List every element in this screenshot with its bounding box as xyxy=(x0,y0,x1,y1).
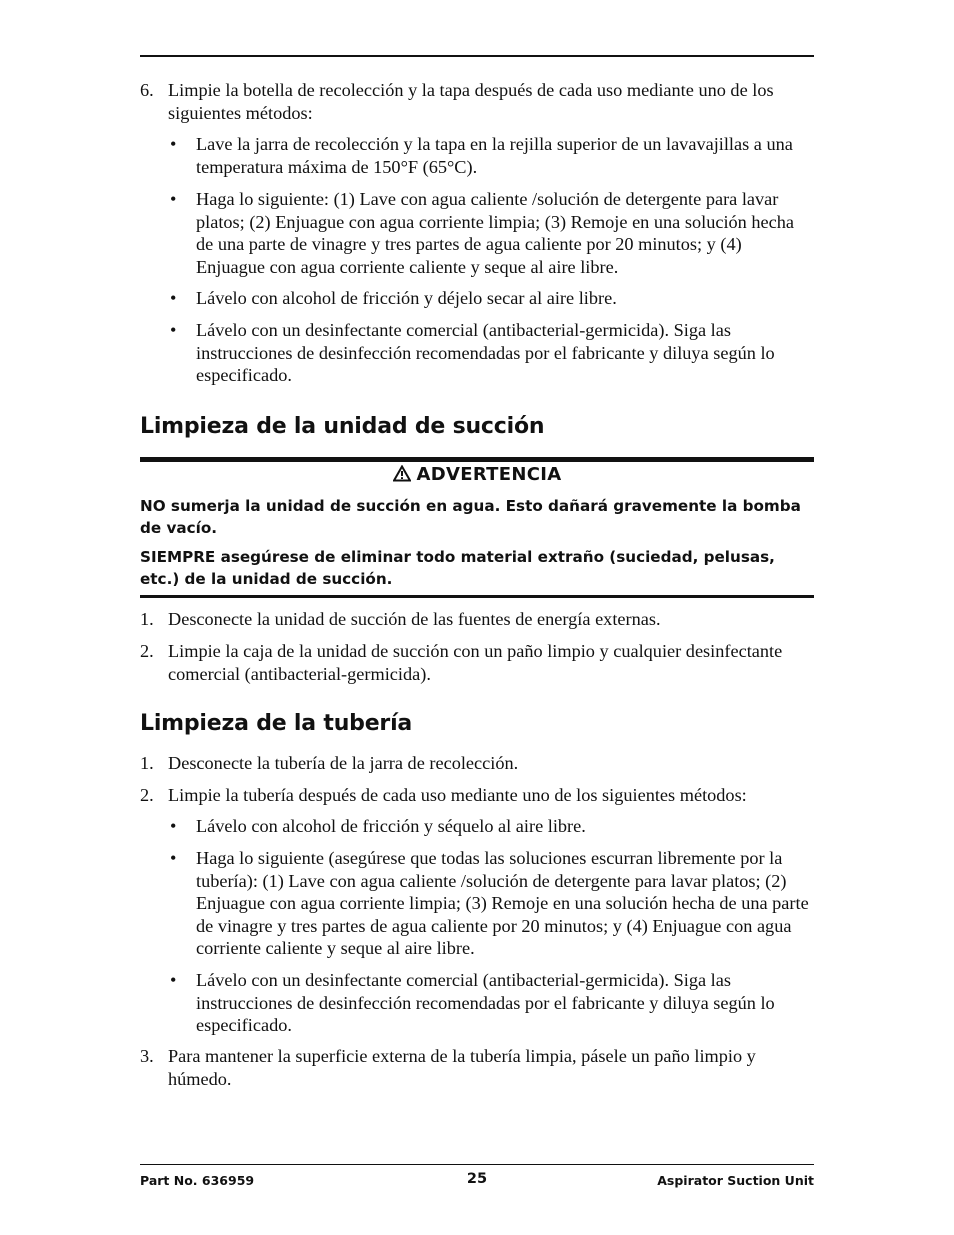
bullet-glyph: • xyxy=(170,288,177,308)
warning-bottom-bar xyxy=(140,595,814,598)
bullet-text: Haga lo siguiente: (1) Lave con agua caliente /solución de detergente para lavar platos; (2) Enjuague con agua corriente limpia; (3) Remoje en una solución hecha de una parte de vinagre y tres partes de agua caliente por 20 minutos; y (4) Enjuague con agua corriente caliente y seque al aire libre. xyxy=(196,189,794,277)
list-text: Limpie la tubería después de cada uso mediante uno de los siguientes métodos: xyxy=(168,785,747,805)
list-text: Limpie la caja de la unidad de succión con un paño limpio y cualquier desinfectante comercial (antibacterial-germicida). xyxy=(168,641,783,684)
warning-line-2: SIEMPRE asegúrese de eliminar todo material extraño (suciedad, pelusas, etc.) de la unidad de succión. xyxy=(140,548,775,588)
bullet-glyph: • xyxy=(170,848,177,868)
bullet-glyph: • xyxy=(170,134,177,154)
footer-part-number: Part No. 636959 xyxy=(140,1173,255,1188)
list-number: 2. xyxy=(140,641,154,661)
warning-line-1: NO sumerja la unidad de succión en agua. Esto dañará gravemente la bomba de vacío. xyxy=(140,497,801,537)
list-text: Para mantener la superficie externa de la tubería limpia, pásele un paño limpio y húmedo. xyxy=(168,1046,756,1089)
warning-triangle-icon xyxy=(393,465,411,488)
list-number: 6. xyxy=(140,80,154,100)
bullet-glyph: • xyxy=(170,320,177,340)
section-heading-suction-unit: Limpieza de la unidad de succión xyxy=(140,414,545,439)
warning-top-bar xyxy=(140,457,814,462)
bullet-text: Lávelo con un desinfectante comercial (antibacterial-germicida). Siga las instrucciones de desinfección recomendadas por el fabricante y diluya según lo especificado. xyxy=(196,320,775,385)
section-heading-tubing: Limpieza de la tubería xyxy=(140,711,413,736)
list-number: 1. xyxy=(140,753,154,773)
bullet-glyph: • xyxy=(170,970,177,990)
bullet-text: Lávelo con alcohol de fricción y séquelo al aire libre. xyxy=(196,816,586,836)
footer-product-name: Aspirator Suction Unit xyxy=(657,1173,814,1188)
warning-title xyxy=(140,464,814,488)
footer-page-number: 25 xyxy=(466,1171,488,1187)
list-text: Desconecte la unidad de succión de las fuentes de energía externas. xyxy=(168,609,661,629)
bullet-text: Haga lo siguiente (asegúrese que todas las soluciones escurran libremente por la tubería): (1) Lave con agua caliente /solución de detergente para lavar platos; (2) Enjuague con agua corriente limpia; (3) Remoje en una solución hecha de una parte de vinagre y tres partes de agua caliente por 20 minutos; y (4) Enjuague con agua corriente caliente y seque al aire libre. xyxy=(196,848,809,958)
list-number: 2. xyxy=(140,785,154,805)
warning-title-text: ADVERTENCIA xyxy=(416,464,562,485)
header-rule xyxy=(140,55,814,57)
bullet-text: Lávelo con un desinfectante comercial (antibacterial-germicida). Siga las instrucciones de desinfección recomendadas por el fabricante y diluya según lo especificado. xyxy=(196,970,775,1035)
list-text: Limpie la botella de recolección y la tapa después de cada uso mediante uno de los siguientes métodos: xyxy=(168,80,774,123)
bullet-text: Lave la jarra de recolección y la tapa en la rejilla superior de un lavavajillas a una temperatura máxima de 150°F (65°C). xyxy=(196,134,793,177)
footer-rule xyxy=(140,1164,814,1165)
list-number: 3. xyxy=(140,1046,154,1066)
list-number: 1. xyxy=(140,609,154,629)
bullet-glyph: • xyxy=(170,816,177,836)
bullet-glyph: • xyxy=(170,189,177,209)
list-text: Desconecte la tubería de la jarra de recolección. xyxy=(168,753,519,773)
bullet-text: Lávelo con alcohol de fricción y déjelo secar al aire libre. xyxy=(196,288,617,308)
